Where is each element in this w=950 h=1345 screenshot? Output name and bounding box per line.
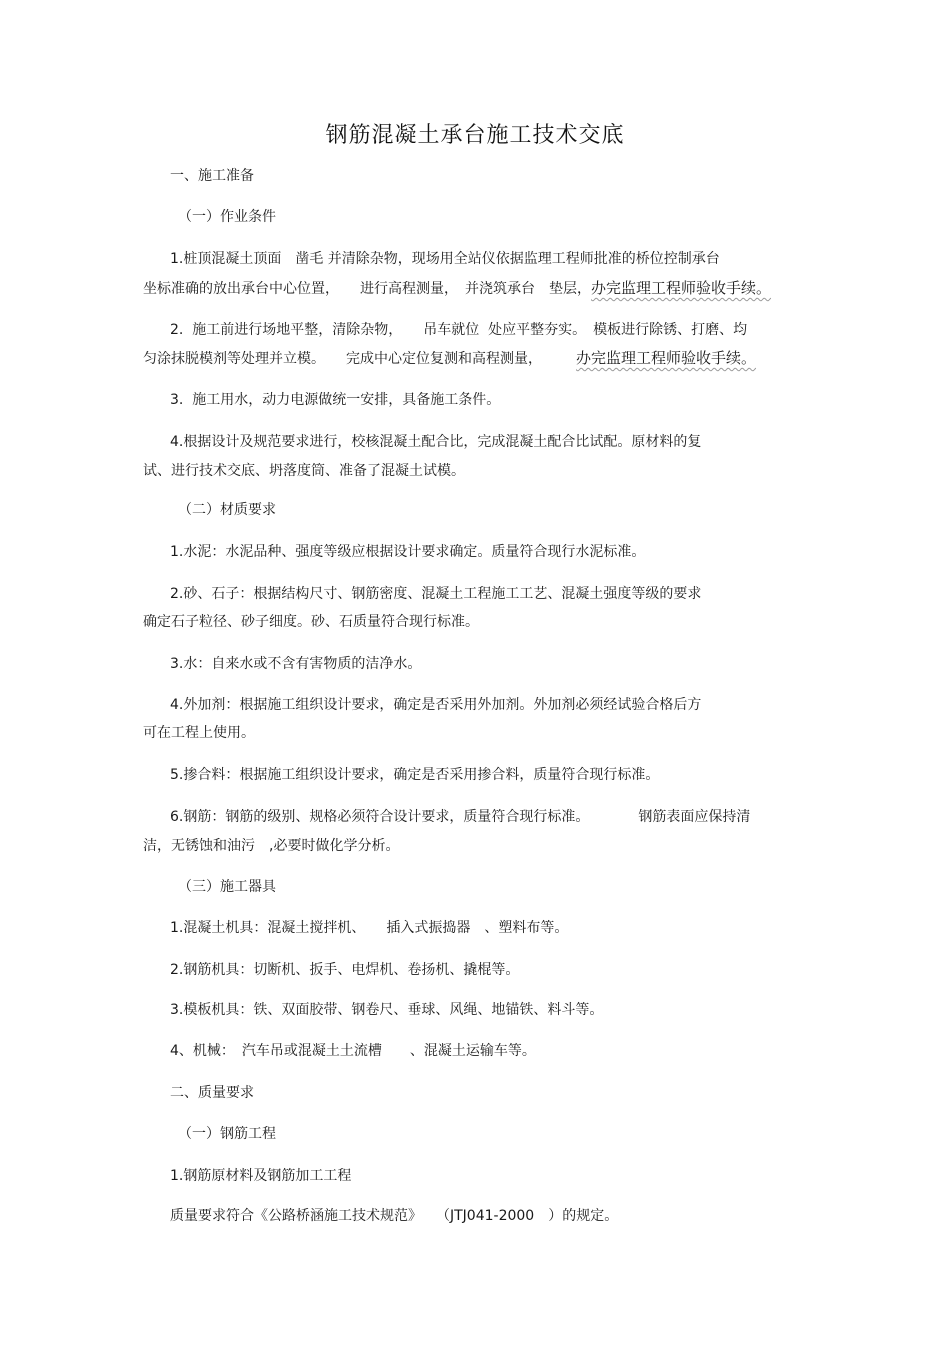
paragraph-line: 试、进行技术交底、坍落度筒、准备了混凝土试模。 (143, 463, 465, 479)
paragraph-line: 3.模板机具：铁、双面胶带、钢卷尺、垂球、风绳、地锚铁、料斗等。 (170, 1002, 604, 1018)
paragraph-line: 6.钢筋：钢筋的级别、规格必须符合设计要求，质量符合现行标准。 钢筋表面应保持清 (170, 809, 751, 825)
paragraph-line: 匀涂抹脱模剂等处理并立模。 完成中心定位复测和高程测量， 办完监理工程师验收手续。 (143, 349, 757, 367)
paragraph-line: 质量要求符合《公路桥涵施工技术规范》 （JTJ041-2000 ）的规定。 (170, 1208, 619, 1224)
subsection-heading: （一）钢筋工程 (178, 1126, 276, 1142)
paragraph-line: 2. 施工前进行场地平整，清除杂物， 吊车就位 处应平整夯实。 模板进行除锈、打磨、均 (170, 322, 748, 338)
paragraph-line: 洁，无锈蚀和油污 ,必要时做化学分析。 (143, 838, 400, 854)
paragraph-line: 1.桩顶混凝土顶面 凿毛 并清除杂物，现场用全站仪依据监理工程师批准的桥位控制承台 (170, 251, 720, 267)
paragraph-line: 2.钢筋机具：切断机、扳手、电焊机、卷扬机、撬棍等。 (170, 962, 520, 978)
highlighted-text: 办完监理工程师验收手续。 (576, 349, 757, 367)
paragraph-line: 可在工程上使用。 (143, 725, 255, 741)
paragraph-line: 1.混凝土机具：混凝土搅拌机、 插入式振捣器 、塑料布等。 (170, 920, 569, 936)
paragraph-line: 3. 施工用水，动力电源做统一安排，具备施工条件。 (170, 392, 501, 408)
subsection-heading: （一）作业条件 (178, 209, 276, 225)
section-heading: 一、施工准备 (170, 168, 254, 184)
paragraph-line: 3.水：自来水或不含有害物质的洁净水。 (170, 656, 422, 672)
paragraph-line: 2.砂、石子：根据结构尺寸、钢筋密度、混凝土工程施工工艺、混凝土强度等级的要求 (170, 586, 702, 602)
document-title: 钢筋混凝土承台施工技术交底 (325, 123, 625, 148)
paragraph-line: 确定石子粒径、砂子细度。砂、石质量符合现行标准。 (143, 614, 479, 630)
paragraph-line: 4、机械： 汽车吊或混凝土土流槽 、混凝土运输车等。 (170, 1043, 536, 1059)
subsection-heading: （二）材质要求 (178, 502, 276, 518)
paragraph-line: 4.根据设计及规范要求进行，校核混凝土配合比，完成混凝土配合比试配。原材料的复 (170, 434, 702, 450)
subsection-heading: （三）施工器具 (178, 879, 276, 895)
highlighted-text: 办完监理工程师验收手续。 (591, 279, 772, 297)
paragraph-line: 1.钢筋原材料及钢筋加工工程 (170, 1168, 352, 1184)
paragraph-line: 4.外加剂：根据施工组织设计要求，确定是否采用外加剂。外加剂必须经试验合格后方 (170, 697, 702, 713)
paragraph-line: 1.水泥：水泥品种、强度等级应根据设计要求确定。质量符合现行水泥标准。 (170, 544, 646, 560)
section-heading: 二、质量要求 (170, 1085, 254, 1101)
paragraph-line: 坐标准确的放出承台中心位置， 进行高程测量， 并浇筑承台 垫层，办完监理工程师验收手续。 (143, 279, 772, 297)
paragraph-line: 5.掺合料：根据施工组织设计要求，确定是否采用掺合料，质量符合现行标准。 (170, 767, 660, 783)
